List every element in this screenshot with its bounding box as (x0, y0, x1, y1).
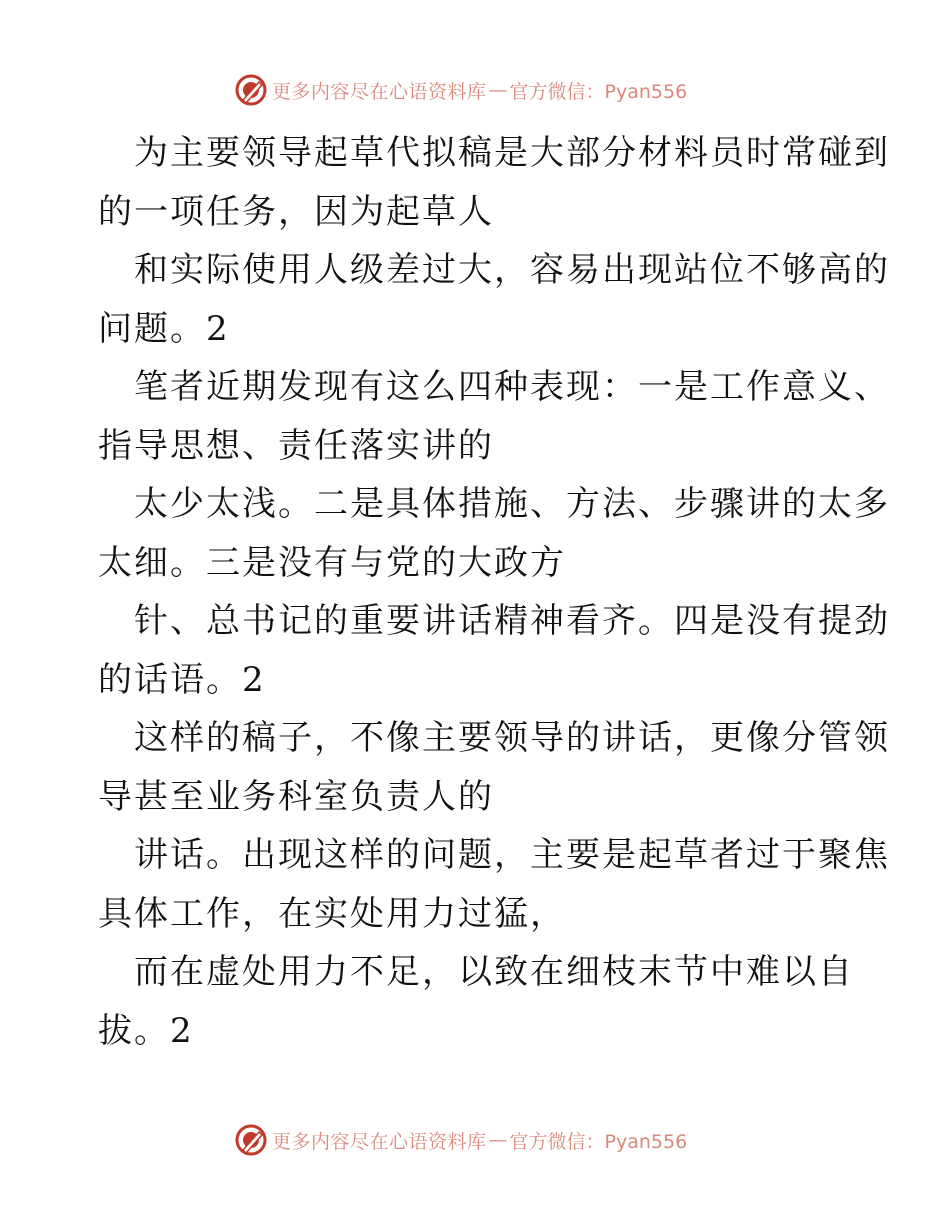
paragraph (98, 124, 890, 241)
header-banner-separator: — (488, 79, 508, 101)
paragraph-line: 笔者近期发现有这么四种表现：一是工作意义、 (134, 367, 890, 407)
document-body (98, 124, 890, 1060)
paragraph-line: 讲话。出现这样的问题，主要是起草者过于聚焦 (134, 835, 890, 875)
paragraph-line: 这样的稿子，不像主要领导的讲话，更像分管领 (134, 718, 890, 758)
paragraph (98, 475, 890, 592)
footer-banner (234, 1122, 687, 1158)
paragraph-line: 指导思想、责任落实讲的 (98, 425, 494, 466)
paragraph-line: 问题。2 (98, 308, 230, 349)
header-banner (234, 72, 687, 108)
footer-banner-wechat: 官方微信：Pyan556 (509, 1130, 688, 1153)
header-banner-text: 更多内容尽在心语资料库 (272, 80, 487, 103)
paragraph-line: 和实际使用人级差过大，容易出现站位不够高的 (134, 250, 890, 290)
paragraph-line: 针、总书记的重要讲话精神看齐。四是没有提劲 (134, 601, 890, 641)
paragraph (98, 241, 890, 358)
paragraph-line: 太少太浅。二是具体措施、方法、步骤讲的太多 (134, 484, 890, 524)
paragraph (98, 943, 858, 1060)
paragraph-line: 的话语。2 (98, 659, 266, 700)
paragraph (98, 826, 890, 943)
paragraph-line: 太细。三是没有与党的大政方 (98, 542, 566, 583)
paragraph-line: 拔。2 (98, 1010, 194, 1051)
paragraph-line: 而在虚处用力不足，以致在细枝末节中难以自 (134, 952, 854, 992)
paragraph-line: 的一项任务，因为起草人 (98, 191, 494, 232)
paragraph-line: 导甚至业务科室负责人的 (98, 776, 494, 817)
paragraph (98, 592, 890, 709)
footer-banner-text: 更多内容尽在心语资料库 (272, 1130, 487, 1153)
paragraph (98, 709, 890, 826)
paragraph (98, 358, 890, 475)
pen-logo-icon (234, 73, 268, 107)
paragraph-line: 具体工作，在实处用力过猛， (98, 893, 566, 934)
header-banner-wechat: 官方微信：Pyan556 (509, 80, 688, 103)
paragraph-line: 为主要领导起草代拟稿是大部分材料员时常碰到 (134, 133, 890, 173)
pen-logo-icon (234, 1123, 268, 1157)
footer-banner-separator: — (488, 1129, 508, 1151)
